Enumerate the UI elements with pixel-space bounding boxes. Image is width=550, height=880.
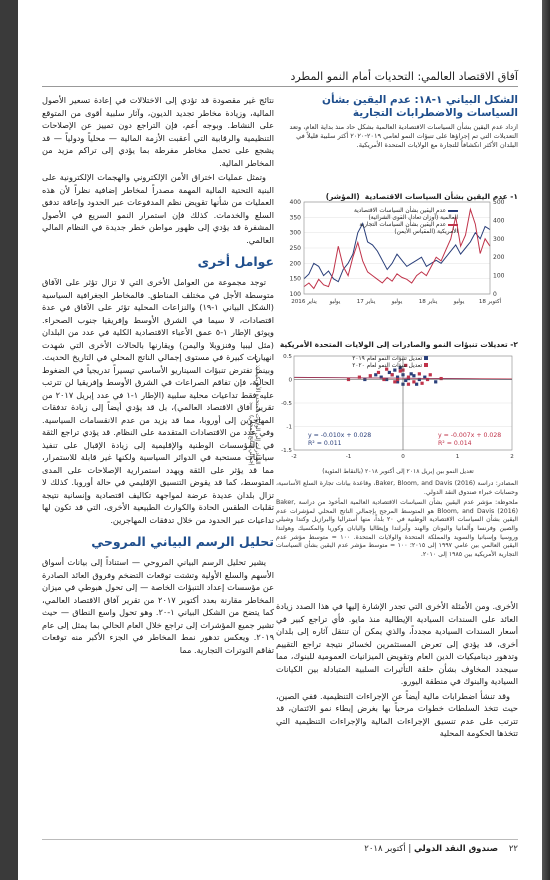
panel2-y-label: الصادرات إلى الولايات المتحدة الأمريكية (٪ من إجمالي الناتج المحلي) bbox=[248, 356, 260, 465]
y-right-tick-label: 0 bbox=[493, 291, 497, 298]
scatter-point-2019 bbox=[374, 373, 377, 376]
y-tick-label: 0 bbox=[288, 377, 292, 384]
left-column-body bbox=[42, 94, 274, 658]
y-tick-label: 0.5 bbox=[283, 354, 292, 360]
y-right-tick-label: 500 bbox=[493, 199, 505, 206]
panel2-legend bbox=[318, 356, 428, 370]
x-tick-label: -2 bbox=[291, 454, 297, 460]
panel1-legend bbox=[338, 208, 458, 236]
x-tick-label: يناير 2016 bbox=[291, 299, 317, 305]
x-tick-label: يوليو bbox=[391, 299, 403, 305]
header-rule bbox=[42, 86, 518, 87]
y-right-tick-label: 200 bbox=[493, 254, 505, 262]
regression-2019 bbox=[308, 432, 371, 448]
page-edge-shadow bbox=[542, 0, 550, 880]
section-heading-fan-chart: تحليل الرسم البياني المروحي bbox=[91, 534, 274, 549]
legend-item-global-epu bbox=[338, 208, 458, 222]
x-tick-label: يوليو bbox=[329, 299, 341, 305]
paragraph: وقد تنشأ اضطرابات مالية أيضاً عن الإجراءات التنظيمية. ففي الصين، حيث تتخذ السلطات خطوات مرحباً بها بغرض إبطاء نمو الائتمان، قد تترتب على عدم تنسيق الإجراءات المالية والإجراءات التنظيمية التي تتخذها الحكومة المحلية bbox=[276, 690, 518, 738]
paragraph: نتائج غير مقصودة قد تؤدي إلى الاختلالات في إعادة تسعير الأصول المالية، وزيادة مخاطر تجديد الديون، وآثار سلبية أقوى من المتوقع على النشاط. وبوجه أعم، فإن التراجع دون تمييز عن الإصلاحات التنظيمية والرقابية التي أعقبت الأزمة المالية — محلياً ودولياً — قد يشجع على تحمل مخاطر مفرطة بما يؤدي إلى تراكم مزيد من المخاطر المالية. bbox=[42, 95, 274, 168]
y-left-tick-label: 250 bbox=[289, 245, 301, 252]
scatter-point-2019 bbox=[415, 383, 418, 386]
legend-item-us-trade bbox=[338, 222, 458, 236]
legend-label-2020: تعديل تنبؤات النمو لعام ٢٠٢٠ bbox=[352, 363, 423, 369]
legend-label-us-trade: عدم اليقين بشأن السياسات التجارية الأمريكية (المقياس الأيمن) bbox=[359, 222, 458, 235]
page-footer: ٢٢ صندوق النقد الدولي | أكتوبر ٢٠١٨ bbox=[42, 839, 518, 854]
issue-date: أكتوبر ٢٠١٨ bbox=[364, 844, 406, 854]
scatter-point-2020 bbox=[429, 373, 432, 376]
y-right-tick-label: 300 bbox=[493, 235, 505, 243]
panel2-x-label: تعديل النمو بين إبريل ٢٠١٨ إلى أكتوبر ٢٠١٨ (بالنقاط المئوية) bbox=[322, 468, 474, 475]
section-heading-other-factors: عوامل أخرى bbox=[197, 254, 274, 269]
rsquared-2020: R² = 0.014 bbox=[438, 440, 472, 447]
paragraph: الأخرى. ومن الأمثلة الأخرى التي تجدر الإشارة إليها في هذا الصدد زيادة العائد على السندات السيادية الإيطالية منذ مايو. فأي تراجع كبير في أسعار السندات السيادية مجدداً، والذي يمكن أن تنتقل آثاره إلى بلدان أخرى، قد يؤدي إلى تعرض المستثمرين لخسائر نتيجة تراجع التقييم وتدهور ديناميكيات الدين العام وتقويض الميزانيات العمومية للبنوك، مما سيجدد المخاوف بشأن حلقة التأثيرات السلبية المتبادلة بين الكيانات السيادية والبنوك في منطقة اليورو. bbox=[276, 601, 518, 686]
scatter-point-2019 bbox=[434, 380, 437, 383]
y-right-tick-label: 400 bbox=[493, 217, 505, 225]
x-tick-label: يناير 17 bbox=[356, 299, 376, 305]
y-left-tick-label: 100 bbox=[289, 291, 301, 298]
panel1-title: ١- عدم اليقين بشأن السياسات الاقتصادية bbox=[364, 192, 518, 201]
scatter-point-2020 bbox=[377, 371, 380, 374]
y-right-tick-label: 100 bbox=[493, 272, 505, 280]
x-tick-label: 1 bbox=[455, 454, 460, 460]
scatter-point-2020 bbox=[420, 382, 423, 385]
running-header: آفاق الاقتصاد العالمي: التحديات أمام النمو المطرد bbox=[290, 70, 518, 83]
scatter-point-2020 bbox=[369, 374, 372, 377]
x-tick-label: -1 bbox=[345, 454, 352, 460]
paragraph: وتمثل عمليات اختراق الأمن الإلكتروني والهجمات الإلكترونية على البنية التحتية المالية المهمة مصدراً لمخاطر إضافية نظراً لأن هذه العمليات من شأنها تقويض نظم المدفوعات عبر الحدود وإعاقة تدفق السلع والخدمات. كذلك فإن استمرار النمو السريع في الأصول المشفرة قد يؤدي إلى ظهور مواطن خطر جديدة في النظام المالي العالمي. bbox=[42, 172, 274, 245]
scatter-point-2020 bbox=[391, 373, 394, 376]
legend-item-2020 bbox=[318, 363, 428, 370]
y-left-tick-label: 400 bbox=[289, 199, 301, 206]
page-number: ٢٢ bbox=[508, 844, 518, 854]
scatter-point-2020 bbox=[407, 383, 410, 386]
right-column-body bbox=[276, 600, 518, 742]
legend-label-2019: تعديل تنبؤات النمو لعام ٢٠١٩ bbox=[352, 356, 423, 362]
legend-label-global-epu: عدم اليقين بشأن السياسات الاقتصادية العالمية (أوزان تعادل القوى الشرائية) bbox=[353, 208, 458, 221]
legend-item-2019 bbox=[318, 356, 428, 363]
y-left-tick-label: 200 bbox=[289, 260, 301, 268]
paragraph: يشير تحليل الرسم البياني المروحي — استناداً إلى بيانات أسواق الأسهم والسلع الأولية وتشتت توقعات التضخم وفروق العائد الصادرة عن مؤسسات إعداد التنبؤات الخاصة — إلى تحول هبوطي في ميزان المخاطر مقارنة بعدد أكتوبر ٢٠١٧ من تقرير آفاق الاقتصاد العالمي، كما يتضح من الشكل البياني ١-٢٠. وهو تحول واسع النطاق — حيث تشير جميع المؤشرات إلى تراجع خلال العام الحالي بما يمثل إلى عام ٢٠١٩. ويعكس تدهور نمط المخاطر في الجزء الأكبر منه توقعات تفاقم التوترات التجارية. مما bbox=[42, 557, 274, 655]
scatter-point-2020 bbox=[412, 380, 415, 383]
scatter-point-2020 bbox=[418, 372, 421, 375]
paragraph: توجد مجموعة من العوامل الأخرى التي لا تزال تؤثر على الآفاق متوسطة الأجل في مختلف المناطق. فالمخاطر الجغرافية السياسية (الشكل البياني ١-١٩) والنزاعات المحلية تؤثر على الآفاق في عدة اقتصادات، لا سيما في الشرق الأوسط وإفريقيا جنوب الصحراء. ويوثق الإطار ١-٥ عمق الأعباء الاقتصادية الكلية في عدد من البلدان (مثل ليبيا وفنزويلا واليمن) ويقارنها بالحالات الأخرى التي شهدت انهيارات كبيرة في مستوى إجمالي الناتج المحلي في التاريخ الحديث. وبينما تفترض تنبؤات السيناريو الأساسي تيسيراً تدريجياً في الضغوط الحالية، فإن تفاقم الصراعات في الشرق الأوسط وإفريقيا لن تترتب عليه فقط تداعيات محلية سلبية (الإطار ١-١ في عدد إبريل ٢٠١٧ من تقرير آفاق الاقتصاد العالمي)، بل قد يؤدي أيضاً إلى زيادة تدفقات المهاجرين إلى أوروبا، مما قد يزيد من عدم الانقسامات السياسية. وفي عدد من الاقتصادات المتقدمة على النظام. قد يؤدي تراجع الثقة في المؤسسات الوطنية والإقليمية إلى زيادة الإقبال على تنفيذ سياسات مستحبة في الدوائر السياسية ولكنها غير قابلة للاستمرار، مما قد يؤثر على الثقة ويهدد استمرارية الإصلاحات على المدى المتوسط، كما قد يقوض التنسيق الإقليمي في حالة أوروبا. كذلك لا تزال بلدان عديدة عرضة لمواجهة تكاليف اقتصادية وإنسانية نتيجة تقلبات الطقس الحادة والكوارث الطبيعية الأخرى، التي قد تكون لها تداعيات عبر الحدود من خلال تدفقات المهاجرين. bbox=[42, 277, 275, 525]
panel2-heading bbox=[276, 332, 518, 351]
figure-box bbox=[276, 94, 518, 150]
x-tick-label: يناير 18 bbox=[418, 299, 438, 305]
equation-2019: y = -0.010x + 0.028 bbox=[308, 432, 372, 439]
x-tick-label: يوليو bbox=[453, 299, 465, 305]
scatter-point-2019 bbox=[410, 372, 413, 375]
scatter-point-2020 bbox=[393, 380, 396, 383]
panel2-title: ٢- تعديلات تنبؤات النمو والصادرات إلى الولايات المتحدة الأمريكية bbox=[279, 340, 518, 349]
figure-sources bbox=[276, 480, 518, 559]
publisher: صندوق النقد الدولي bbox=[413, 844, 499, 854]
y-tick-label: -1.5 bbox=[281, 448, 292, 454]
y-left-tick-label: 300 bbox=[289, 229, 301, 237]
regression-2020 bbox=[438, 432, 501, 448]
notes-text: ملحوظة: مؤشر عدم اليقين بشأن السياسات الاقتصادية العالمية المأخوذ من دراسة Baker, Bloom, and Davis (2016) هو المتوسط المرجح بإجمالي الناتج المحلي لمؤشرات عدم اليقين بشأن السياسات الاقتصادية الوطنية في ٢٠ بلداً، منها أستراليا والبرازيل وكندا وشيلي والصين وفرنسا وألمانيا واليونان والهند وأيرلندا وإيطاليا واليابان وكوريا والمكسيك وهولندا وروسيا وإسبانيا والسويد والمملكة المتحدة والولايات المتحدة. ١٠٠ = متوسط مؤشر عدم اليقين العالمي بين عامي ١٩٩٧ إلى ٢٠١٥؛ ١٠٠ = متوسط مؤشر عدم اليقين بشأن السياسات التجارية الأمريكية بين ١٩٨٥ إلى ٢٠١٠. bbox=[276, 499, 519, 558]
rsquared-2019: R² = 0.011 bbox=[308, 440, 342, 447]
y-tick-label: -0.5 bbox=[281, 401, 292, 407]
x-tick-label: 0 bbox=[401, 454, 405, 460]
figure-caption: ازداد عدم اليقين بشأن السياسات الاقتصادية العالمية بشكل حاد منذ بداية العام، وتعد التعديلات التي تم إجراؤها على تنبؤات النمو لعامي ٢٠١٩-٢٠٢٠ أكثر سلبية قليلاً في البلدان الأكثر انكشافاً للتجارة مع الولايات المتحدة الأمريكية. bbox=[289, 123, 518, 149]
equation-2020: y = -0.007x + 0.028 bbox=[438, 432, 502, 439]
figure-title: الشكل البياني ١-١٨: عدم اليقين بشأن السياسات والاضطرابات التجارية bbox=[321, 94, 518, 119]
y-left-tick-label: 150 bbox=[289, 275, 301, 283]
y-left-tick-label: 350 bbox=[289, 214, 301, 222]
sources-text: المصادر: دراسة Baker, Bloom, and Davis (2016)، وقاعدة بيانات تجارة السلع الأساسية، وحسابات خبراء صندوق النقد الدولي. bbox=[276, 480, 518, 496]
scatter-point-2019 bbox=[412, 374, 415, 377]
x-tick-label: 2 bbox=[510, 454, 514, 460]
y-tick-label: -1 bbox=[286, 424, 292, 431]
scatter-point-2019 bbox=[388, 371, 391, 374]
panel1-subtitle: (المؤشر) bbox=[325, 192, 360, 201]
x-tick-label: أكتوبر 18 bbox=[478, 299, 502, 305]
document-page bbox=[18, 0, 542, 880]
